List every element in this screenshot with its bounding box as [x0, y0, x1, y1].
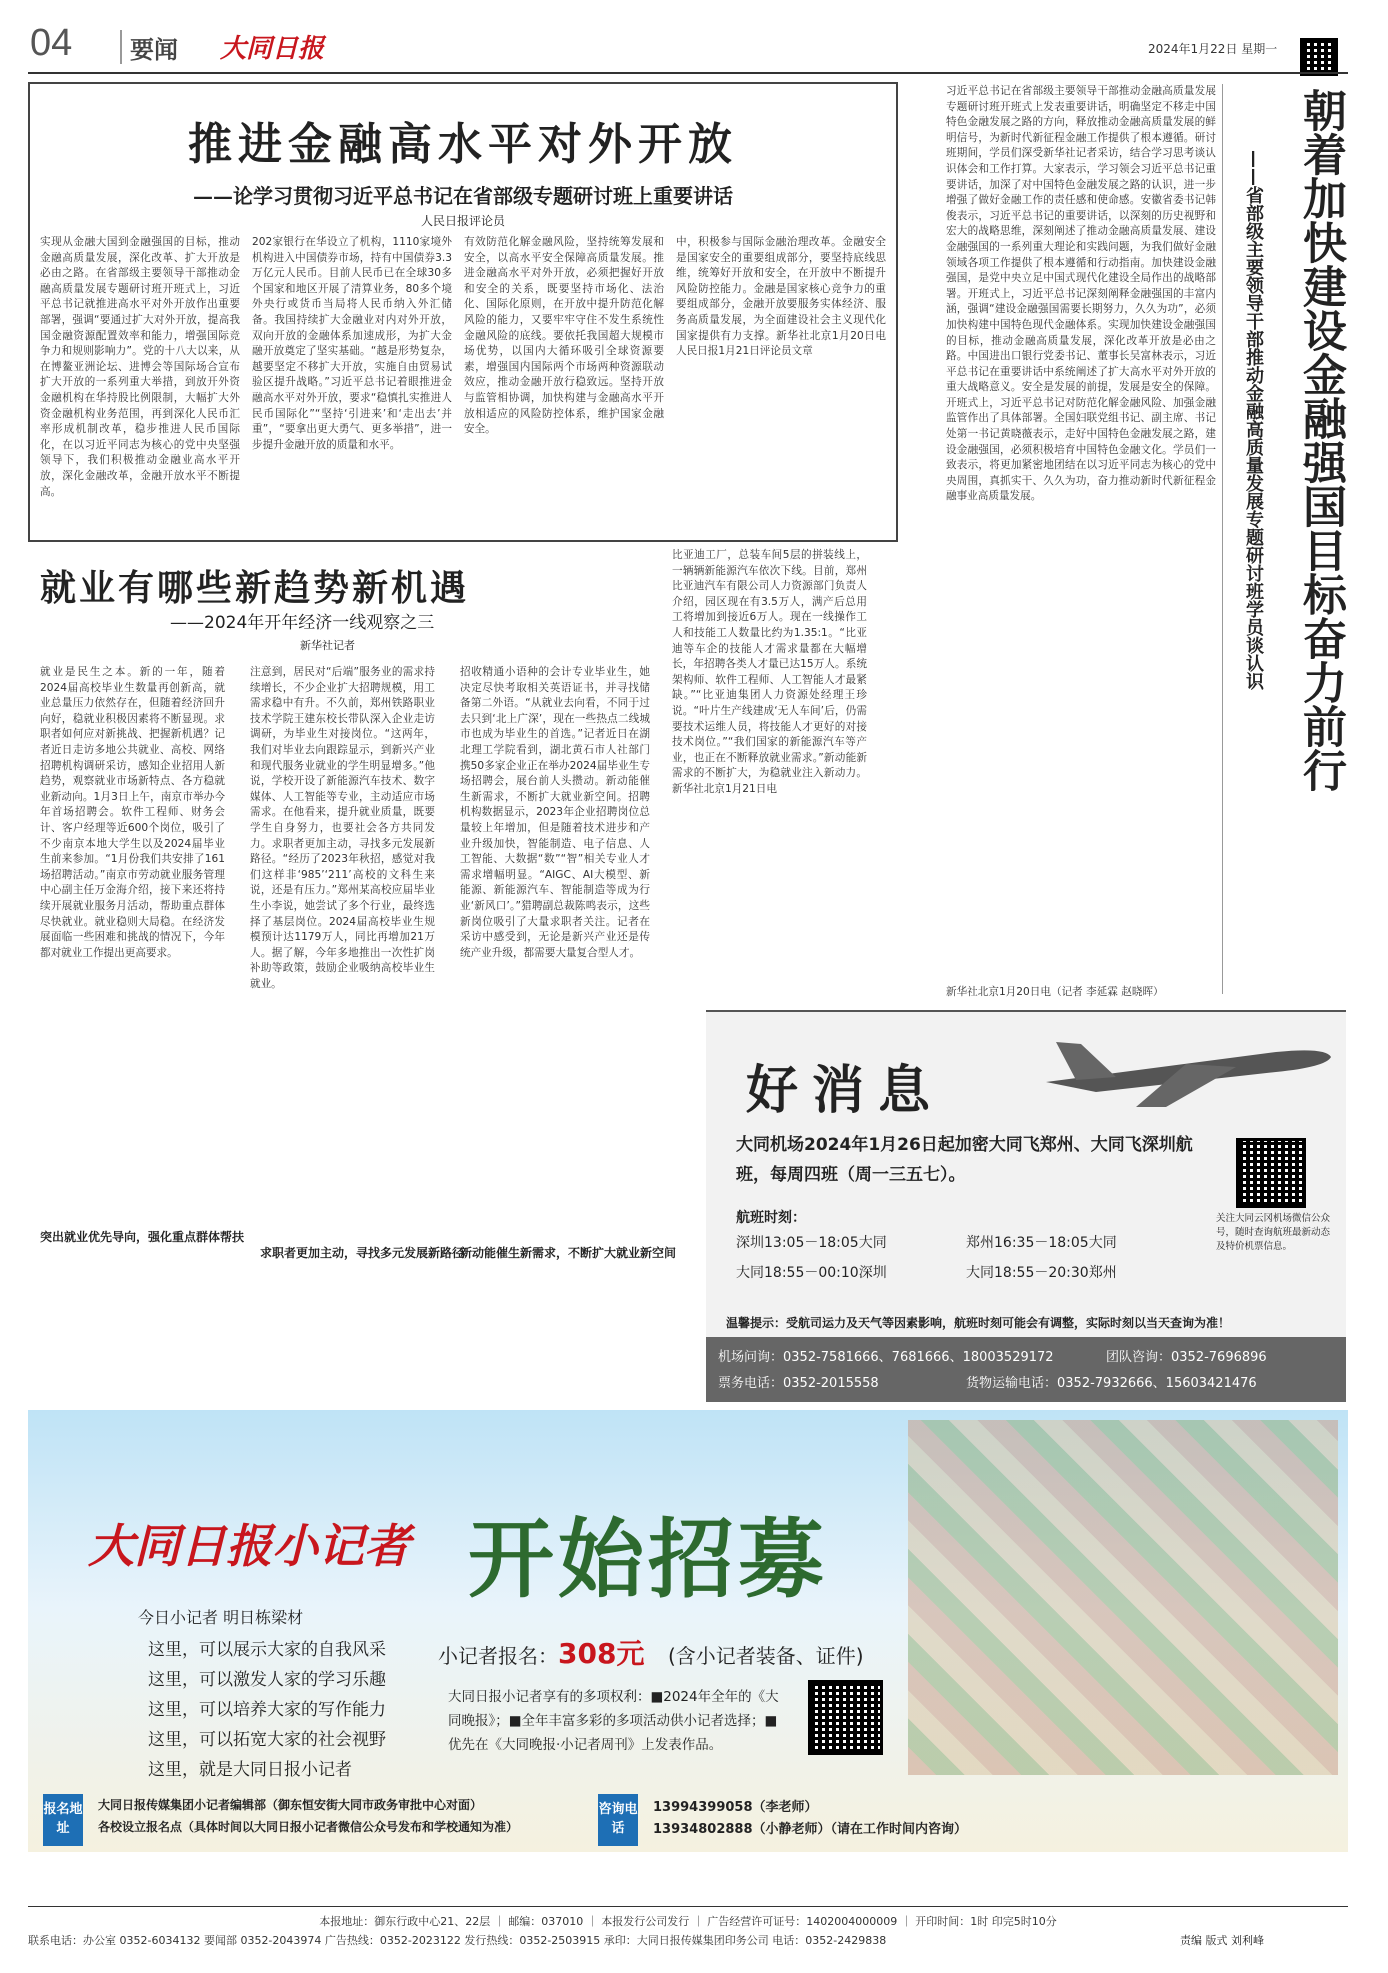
recruit-ad — [28, 1410, 1348, 1852]
right-article-title: 朝着加快建设金融强国目标奋力前行 — [1295, 88, 1346, 792]
recruit-slogan-6: 这里，就是大同日报小记者 — [148, 1760, 352, 1780]
footer-rule — [28, 1906, 1348, 1907]
section-name: 要闻 — [130, 36, 178, 64]
recruit-ad-title: 开始招募 — [468, 1509, 828, 1610]
recruit-address-2: 各校设立报名点（具体时间以大同日报小记者微信公众号发布和学校通知为准） — [98, 1820, 519, 1834]
right-article-divider — [1222, 84, 1223, 994]
jobs-article-byline: 新华社记者 — [300, 639, 355, 652]
photo-collage — [908, 1420, 1338, 1775]
recruit-address-1: 大同日报传媒集团小记者编辑部（御东恒安街大同市政务审批中心对面） — [98, 1798, 483, 1812]
airport-contact-4: 货物运输电话：0352-7932666、15603421476 — [966, 1376, 1257, 1391]
qr-code-icon — [1300, 38, 1338, 76]
jobs-subhead-2: 求职者更加主动，寻找多元发展新路径 — [260, 1246, 465, 1260]
jobs-article-column-1: 就业是民生之本。新的一年，随着2024届高校毕业生数量再创新高，就业总量压力依然存在，但随着经济回升向好，稳就业积极因素将不断显现。求职者如何应对新挑战、把握新机遇？记者近日走访多地公共就业、高校、网络招聘机构调研采访，感知企业招用人新趋势，观察就业市场新特点、各方稳就业新动向。1月3日上午，南京市举办今年首场招聘会。软件工程师、财务会计、客户经理等近600个岗位，吸引了不少南京本地大学生以及2024届毕业生前来参加。“1月份我们共安排了161场招聘活动。”南京市劳动就业服务管理中心副主任万金海介绍，接下来还将持续开展就业服务月活动，帮助重点群体尽快就业。就业稳则大局稳。在经济发展面临一些困难和挑战的情况下，今年都对就业工作提出更高要求。 — [40, 666, 225, 959]
recruit-fee-label: 小记者报名： — [438, 1644, 558, 1668]
jobs-article-column-2: 注意到，居民对“后端”服务业的需求持续增长，不少企业扩大招聘规模，用工需求稳中有升。不久前，郑州铁路职业技术学院王建东校长带队深入企业走访调研，为毕业生对接岗位。“这两年，我们对毕业去向跟踪显示，到新兴产业和现代服务业就业的学生明显增多。”他说，学校开设了新能源汽车技术、数字媒体、人工智能等专业，主动适应市场需求。在他看来，提升就业质量，既要学生自身努力，也要社会各方共同发力。求职者更加主动，寻找多元发展新路径。“经历了2023年秋招，感觉对我们这样非‘985’‘211’高校的文科生来说，还是有压力。”郑州某高校应届毕业生小李说，她尝试了多个行业，最终选择了基层岗位。2024届高校毕业生规模预计达1179万人，同比再增加21万人。据了解，今年多地推出一次性扩岗补助等政策，鼓励企业吸纳高校毕业生就业。 — [250, 666, 435, 990]
footer-editors: 责编 版式 刘利峰 — [1180, 1934, 1264, 1947]
right-article-body: 习近平总书记在省部级主要领导干部推动金融高质量发展专题研讨班开班式上发表重要讲话，明确坚定不移走中国特色金融发展之路的方向，释放推动金融高质量发展的鲜明信号，为新时代新征程金融工作提供了根本遵循。研讨班期间，学员们深受新华社记者采访，结合学习思考谈认识体会和工作打算。大家表示，学习领会习近平总书记重要讲话，加深了对中国特色金融发展之路的认识，进一步增强了做好金融工作的责任感和使命感。安徽省委书记韩俊表示，习近平总书记的重要讲话，以深刻的历史视野和宏大的战略思维，深刻阐述了推动金融高质量发展、建设金融强国的一系列重大理论和实践问题，为我们做好金融领域各项工作提供了根本遵循和行动指南。加快建设金融强国，是党中央立足中国式现代化建设全局作出的战略部署。开班式上，习近平总书记深刻阐释金融强国的丰富内涵，强调“建设金融强国需要长期努力，久久为功”，必须加快构建中国特色现代金融体系。实现加快建设金融强国的目标，推动金融高质量发展，深化改革开放是必由之路。中国进出口银行党委书记、董事长吴富林表示，习近平总书记在重要讲话中系统阐述了扩大高水平对外开放的重大战略意义。安全是发展的前提，发展是安全的保障。开班式上，习近平总书记对防范化解金融风险、加强金融监管作出了具体部署。全国妇联党组书记、副主席、书记处第一书记黄晓薇表示，走好中国特色金融发展之路，建设金融强国，必须积极培育中国特色金融文化。学员们一致表示，将更加紧密地团结在以习近平同志为核心的党中央周围，真抓实干、久久为功，奋力推动新时代新征程金融事业高质量发展。 — [946, 85, 1216, 503]
airport-contact-2: 团队咨询：0352-7696896 — [1106, 1350, 1267, 1365]
issue-date: 2024年1月22日 星期一 — [1148, 42, 1278, 56]
airplane-icon — [1036, 1022, 1336, 1112]
recruit-slogan-5: 这里，可以拓宽大家的社会视野 — [148, 1730, 386, 1750]
jobs-subhead-1: 突出就业优先导向，强化重点群体帮扶 — [40, 1230, 245, 1244]
recruit-slogan-4: 这里，可以培养大家的写作能力 — [148, 1700, 386, 1720]
jobs-article-title: 就业有哪些新趋势新机遇 — [40, 567, 470, 609]
recruit-slogan-3: 这里，可以激发人家的学习乐趣 — [148, 1670, 386, 1690]
flight-4: 大同18:55－20:30郑州 — [966, 1265, 1117, 1281]
right-article-credit: 新华社北京1月20日电（记者 李延霖 赵晓晖） — [946, 986, 1164, 998]
jobs-article-subtitle: ——2024年开年经济一线观察之三 — [170, 613, 435, 633]
recruit-slogan-2: 这里，可以展示大家的自我风采 — [148, 1640, 386, 1660]
header-rule — [28, 72, 1348, 74]
airport-contact-1: 机场问询：0352-7581666、7681666、18003529172 — [718, 1350, 1054, 1365]
lead-article-column-4: 中，积极参与国际金融治理改革。金融安全是国家安全的重要组成部分，要坚持底线思维，统筹好开放和安全，在开放中不断提升风险防控能力。金融是国家核心竞争力的重要组成部分，金融开放要服务实体经济、服务高质量发展，为全面建设社会主义现代化国家提供有力支撑。新华社北京1月20日电 人民日报1月21日评论员文章 — [676, 236, 886, 358]
jobs-subhead-3: 新动能催生新需求，不断扩大就业新空间 — [460, 1246, 677, 1260]
footer-line-2: 联系电话：办公室 0352-6034132 要闻部 0352-2043974 广告热线：0352-2023122 发行热线：0352-2503915 承印：大同日报传媒集团印务公司 电话：0352-2429838 — [28, 1934, 887, 1947]
flight-3: 郑州16:35－18:05大同 — [966, 1235, 1117, 1251]
recruit-ad-brand: 大同日报小记者 — [88, 1519, 410, 1573]
airport-ad — [706, 1010, 1346, 1402]
lead-article-subtitle: ——论学习贯彻习近平总书记在省部级专题研讨班上重要讲话 — [193, 184, 733, 208]
airport-qr-caption: 关注大同云冈机场微信公众号，随时查询航班最新动态及特价机票信息。 — [1216, 1213, 1331, 1252]
flight-2: 大同18:55－00:10深圳 — [736, 1265, 887, 1281]
airport-ad-title: 好消息 — [746, 1060, 945, 1121]
jobs-article-column-4: 比亚迪工厂，总装车间5层的拼装线上，一辆辆新能源汽车依次下线。目前，郑州比亚迪汽车有限公司人力资源部门负责人介绍，园区现在有3.5万人，满产后总用工将增加到接近6万人。现在一线操作工人和技能工人数量比约为1.35:1。“比亚迪等车企的技能人才需求量都在大幅增长，年招聘各类人才量已达15万人。系统架构师、软件工程师、人工智能人才最紧缺。”“比亚迪集团人力资源处经理王珍说。“叶片生产线建成‘无人车间’后，仍需要技术运维人员，将技能人才更好的对接技术岗位。”“我们国家的新能源汽车等产业，也正在不断释放就业需求。”新动能新需求的不断扩大，为稳就业注入新动力。新华社北京1月21日电 — [672, 549, 867, 795]
recruit-fee-value: 308元 — [558, 1637, 645, 1670]
recruit-address-label: 报名地址 — [43, 1794, 83, 1846]
recruit-slogan-1: 今日小记者 明日栋梁材 — [138, 1608, 304, 1627]
airport-ad-headline: 大同机场2024年1月26日起加密大同飞郑州、大同飞深圳航班，每周四班（周一三五七）。 — [736, 1135, 1193, 1185]
recruit-benefits: 大同日报小记者享有的多项权利：■2024年全年的《大同晚报》；■全年丰富多彩的多项活动供小记者选择；■优先在《大同晚报·小记者周刊》上发表作品。 — [448, 1689, 779, 1753]
recruit-fee-note: (含小记者装备、证件) — [668, 1644, 864, 1668]
lead-article-title: 推进金融高水平对外开放 — [188, 119, 738, 170]
lead-article-byline: 人民日报评论员 — [420, 214, 505, 228]
page-number: 04 — [30, 22, 73, 64]
lead-article-column-1: 实现从金融大国到金融强国的目标，推动金融高质量发展，深化改革、扩大开放是必由之路。在省部级主要领导干部推动金融高质量发展专题研讨班开班式上，习近平总书记就推进高水平对外开放作出重要部署，强调“要通过扩大对外开放，提高我国金融资源配置效率和能力，增强国际竞争力和规则影响力”。党的十八大以来，从在博鳌亚洲论坛、进博会等国际场合宣布扩大开放的一系列重大举措，到放开外资金融机构在华持股比例限制，大幅扩大外资金融机构业务范围，再到深化人民币汇率形成机制改革，稳步推进人民币国际化，在以习近平同志为核心的党中央坚强领导下，我们积极推动金融业高水平开放，深化金融改革，金融开放水平不断提高。 — [40, 236, 240, 498]
header-divider — [120, 30, 122, 64]
airport-notice: 温馨提示：受航司运力及天气等因素影响，航班时刻可能会有调整，实际时刻以当天查询为准！ — [726, 1316, 1231, 1330]
footer-line-1: 本报地址：御东行政中心21、22层 ｜ 邮编：037010 ｜ 本报发行公司发行 ｜ 广告经营许可证号：1402004000009 ｜ 开印时间：1时 印完5时10分 — [319, 1915, 1057, 1928]
airport-contact-3: 票务电话：0352-2015558 — [718, 1376, 879, 1391]
flight-1: 深圳13:05－18:05大同 — [736, 1235, 887, 1251]
recruit-phone-1: 13994399058（李老师） — [653, 1800, 818, 1815]
jobs-article-column-3: 招收精通小语种的会计专业毕业生，她决定尽快考取相关英语证书，并寻找储备第二外语。“从就业去向看，不同于过去只到‘北上广深’，现在一些热点二线城市也成为毕业生的首选。”记者近日在湖北理工学院看到，湖北黄石市人社部门携50多家企业正在举办2024届毕业生专场招聘会，展台前人头攒动。新动能催生新需求，不断扩大就业新空间。招聘机构数据显示，2023年企业招聘岗位总量较上年增加，但是随着技术进步和产业升级加快，智能制造、电子信息、人工智能、大数据“数”“智”相关专业人才需求增幅明显。“AIGC、AI大模型、新能源、新能源汽车、智能制造等成为行业‘新风口’。”猎聘副总裁陈鸣表示，这些新岗位吸引了大量求职者关注。记者在采访中感受到，无论是新兴产业还是传统产业升级，都需要大量复合型人才。 — [460, 666, 650, 959]
recruit-phone-2: 13934802888（小静老师）（请在工作时间内咨询） — [653, 1822, 967, 1837]
airport-schedule-label: 航班时刻： — [736, 1210, 806, 1226]
lead-article-column-2: 202家银行在华设立了机构，1110家境外机构进入中国债券市场，持有中国债券3.3万亿元人民币。目前人民币已在全球30多个国家和地区开展了清算业务，80多个境外央行或货币当局将人民币纳入外汇储备。我国持续扩大金融业对内对外开放，双向开放的金融体系加速成形，为扩大金融开放奠定了坚实基础。“越是形势复杂，越要坚定不移扩大开放，实施自由贸易试验区提升战略。”习近平总书记着眼推进金融高水平对外开放，要求“稳慎扎实推进人民币国际化”“坚持‘引进来’和‘走出去’并重”，“要拿出更大勇气、更多举措”，进一步提升金融开放的质量和水平。 — [252, 236, 452, 451]
right-article-subtitle: ——省部级主要领导干部推动金融高质量发展专题研讨班学员谈认识 — [1243, 150, 1264, 690]
recruit-qr-icon — [808, 1680, 883, 1755]
airport-qr-icon — [1236, 1138, 1306, 1208]
newspaper-logo: 大同日报 — [220, 34, 325, 64]
lead-article-column-3: 有效防范化解金融风险，坚持统筹发展和安全，以高水平安全保障高质量发展。推进金融高水平对外开放，必须把握好开放和安全的关系，既要坚持市场化、法治化、国际化原则，在开放中提升防范化解风险的能力，又要牢牢守住不发生系统性金融风险的底线。要依托我国超大规模市场优势，以国内大循环吸引全球资源要素，增强国内国际两个市场两种资源联动效应，推动金融开放行稳致远。坚持开放与监管相协调，加快构建与金融高水平开放相适应的风险防控体系，维护国家金融安全。 — [464, 236, 664, 436]
recruit-phone-label: 咨询电话 — [598, 1794, 638, 1846]
